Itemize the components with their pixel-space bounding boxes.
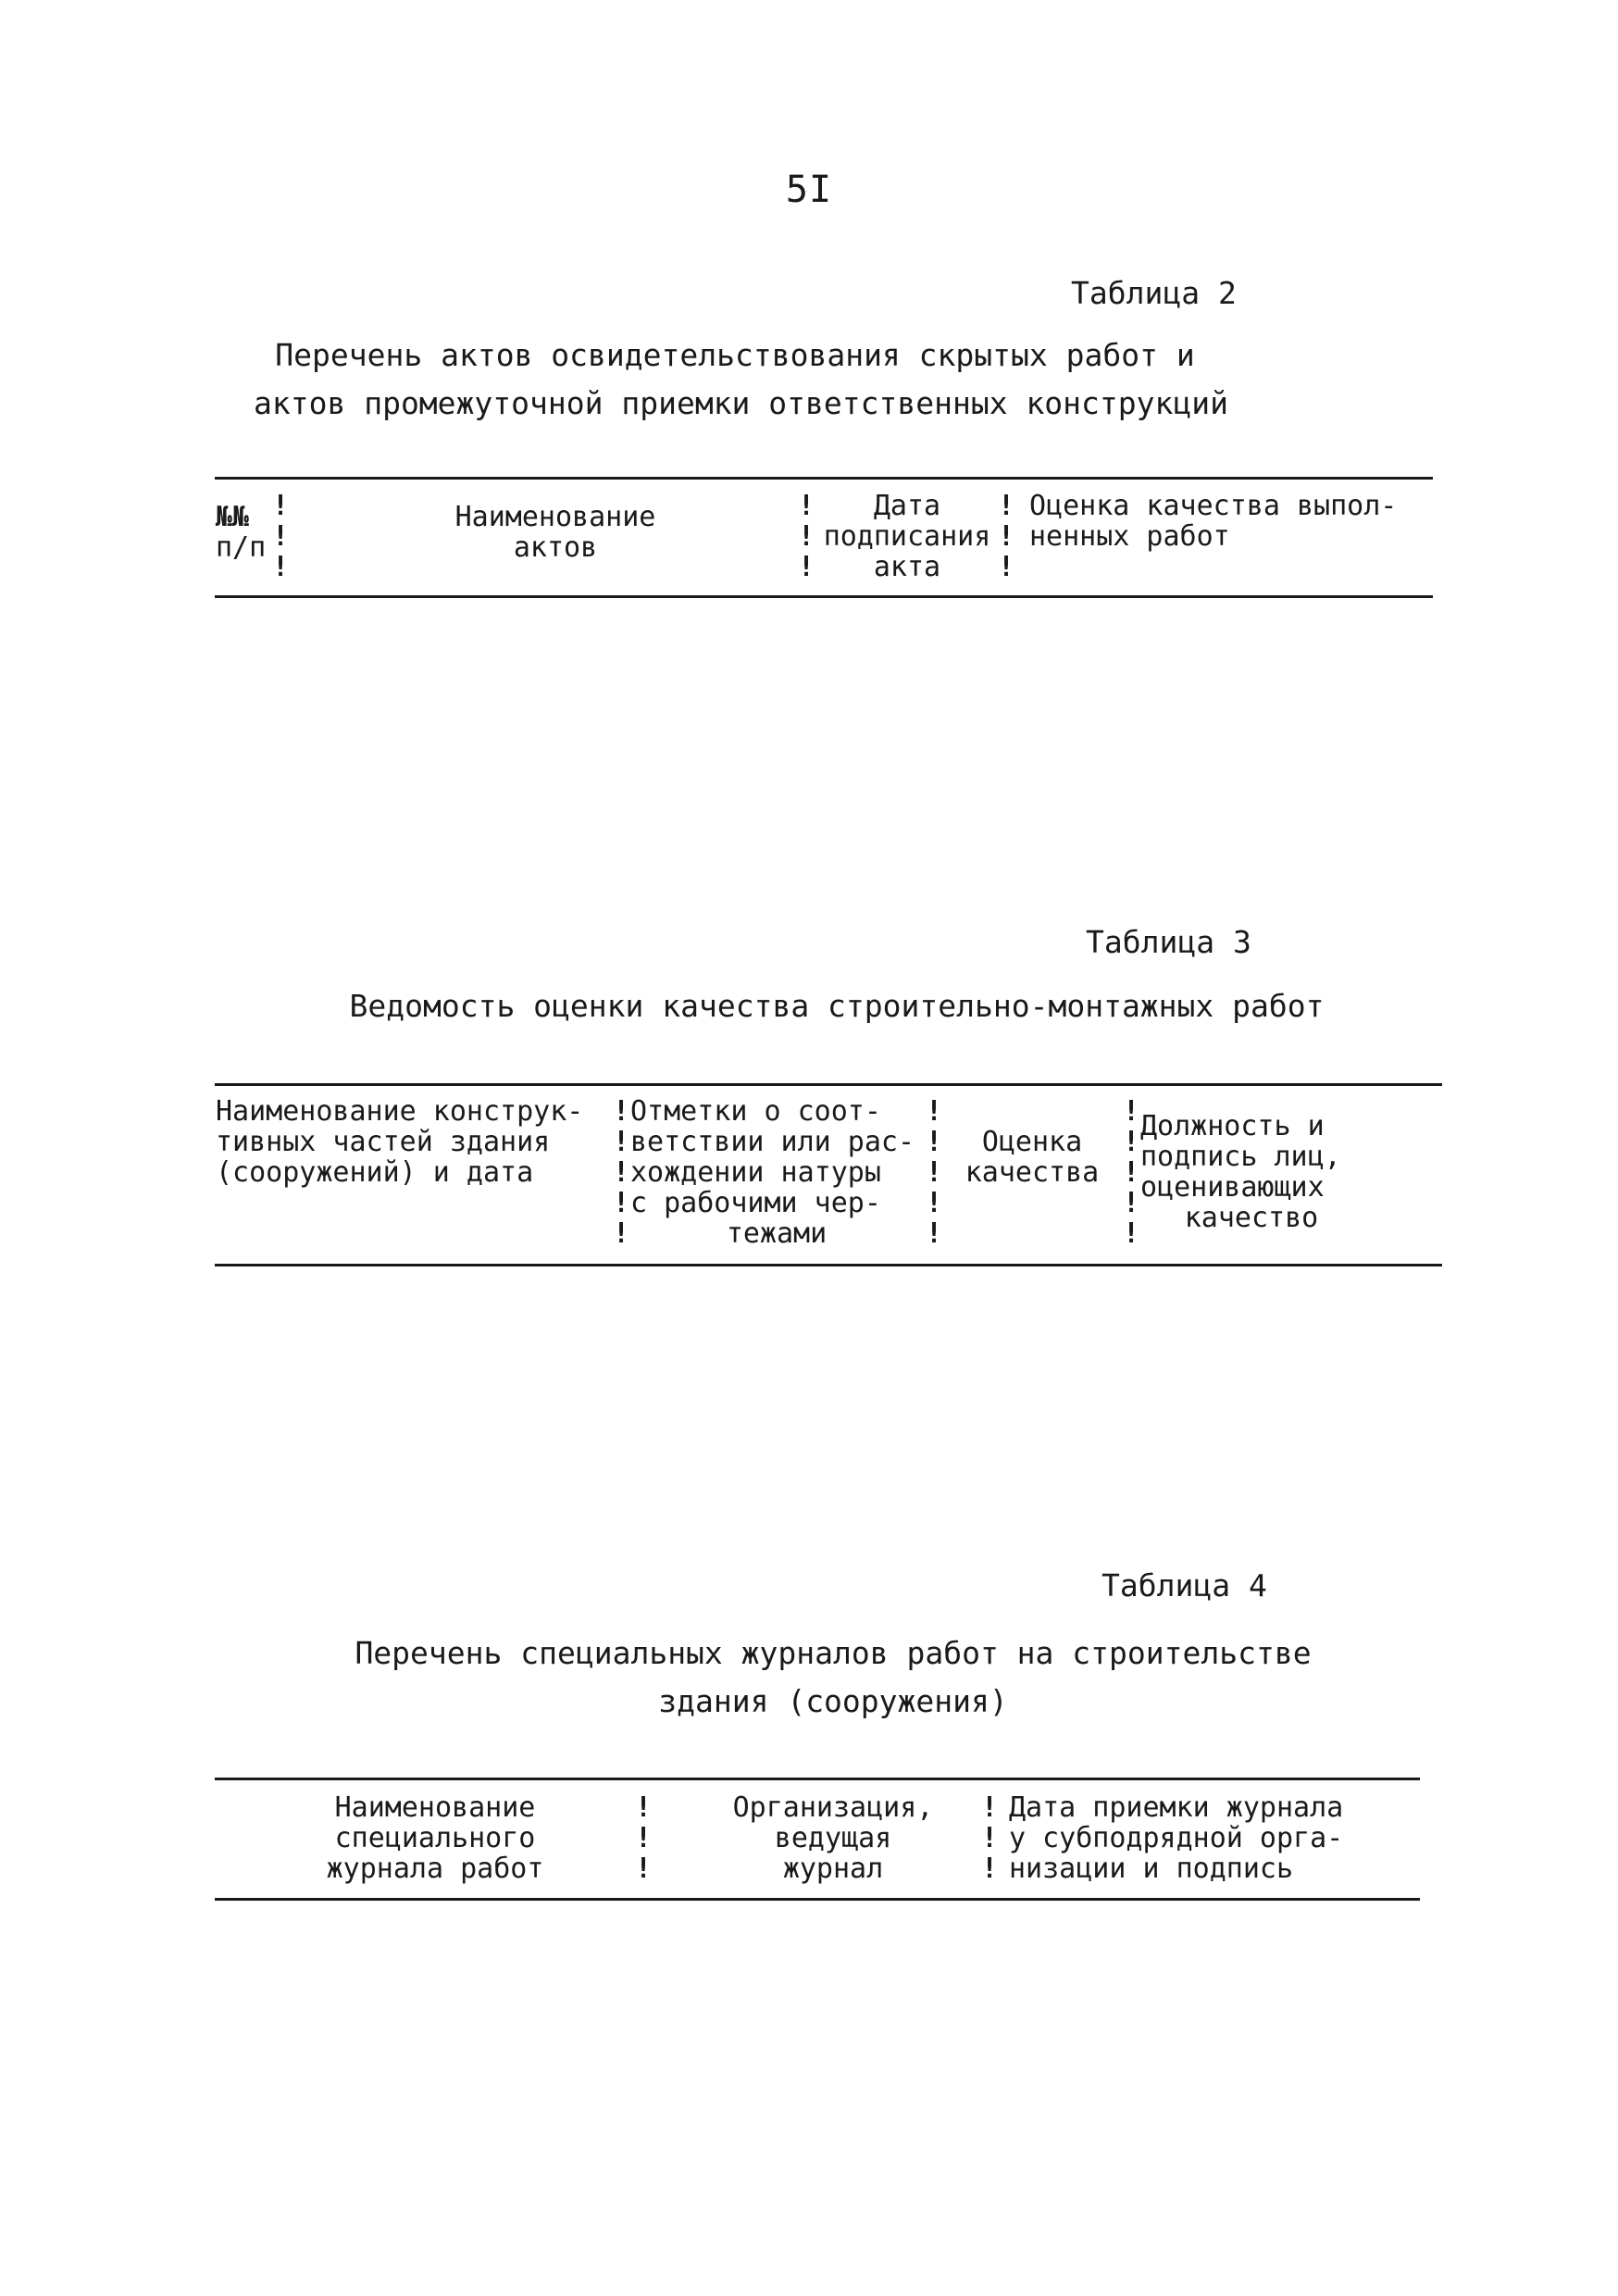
table2-col-date-line: Дата: [873, 490, 941, 522]
table3-title-line: Ведомость оценки качества строительно-монтажных работ: [349, 988, 1325, 1024]
table3-col-marks-line: тежами: [726, 1217, 828, 1250]
column-separator: ! ! !: [272, 490, 290, 583]
table3-col-persons-line: качество: [1184, 1202, 1319, 1234]
column-separator: ! ! !: [981, 1791, 999, 1885]
table3-title: [328, 982, 1346, 1030]
table2-col-date-line: акта: [873, 551, 941, 583]
table4-col-journal-line: специального: [334, 1822, 536, 1854]
table2-title-line: актов промежуточной приемки ответственных конструкций: [254, 385, 1228, 421]
table2-title: [254, 331, 1228, 428]
column-separator: ! ! ! ! !: [1123, 1095, 1140, 1250]
table2-top-rule: [215, 477, 1433, 480]
table2-bottom-rule: [215, 595, 1433, 598]
table3-col-marks-line: с рабочими чер-: [630, 1187, 881, 1219]
table2-col-quality-line: Оценка качества выпол-: [1029, 490, 1398, 522]
table4-title: [305, 1629, 1361, 1726]
table4-col-acceptance-line: низации и подпись: [1009, 1853, 1294, 1885]
column-separator: ! ! !: [998, 490, 1015, 583]
table4-title-line: Перечень специальных журналов работ на строительстве: [355, 1635, 1312, 1671]
table3-col-quality-line: качества: [965, 1156, 1100, 1189]
table3-col-marks-line: хождении натуры: [630, 1156, 881, 1189]
table3-col-persons-line: Должность и: [1140, 1110, 1325, 1142]
table4-title-line: здания (сооружения): [658, 1683, 1008, 1719]
table3-col-quality-line: Оценка: [981, 1126, 1083, 1158]
table2-title-line: Перечень актов освидетельствования скрытых работ и: [275, 337, 1195, 373]
table4-col-org-line: журнал: [782, 1853, 884, 1885]
table2-col-name-line: актов: [513, 531, 598, 564]
table2-col-quality-line: ненных работ: [1029, 520, 1230, 553]
column-separator: ! ! !: [635, 1791, 653, 1885]
table3-col-persons-line: оценивающих: [1140, 1171, 1325, 1204]
table4-col-acceptance-line: Дата приемки журнала: [1009, 1791, 1344, 1824]
column-separator: ! ! ! ! !: [613, 1095, 630, 1250]
table4-label: Таблица 4: [1101, 1567, 1267, 1603]
table4-bottom-rule: [215, 1898, 1420, 1901]
table4-top-rule: [215, 1778, 1420, 1780]
table4-col-journal-line: Наименование: [334, 1791, 536, 1824]
table3-label: Таблица 3: [1086, 924, 1251, 960]
table3-bottom-rule: [215, 1264, 1442, 1267]
table2-label: Таблица 2: [1071, 275, 1237, 311]
table3-col-marks-line: Отметки о соот-: [630, 1095, 881, 1128]
table2-col-num-line: №№: [216, 501, 250, 533]
column-separator: ! ! ! ! !: [926, 1095, 943, 1250]
column-separator: ! ! !: [798, 490, 815, 583]
table3-col-parts-line: тивных частей здания: [216, 1126, 551, 1158]
table2-col-date-line: подписания: [823, 520, 991, 553]
table3-top-rule: [215, 1083, 1442, 1086]
table3-col-parts-line: Наименование конструк-: [216, 1095, 584, 1128]
table3-col-marks-line: ветствии или рас-: [630, 1126, 915, 1158]
table4-col-org-line: Организация,: [732, 1791, 934, 1824]
table2-col-name-line: Наименование: [454, 501, 656, 533]
table4-col-acceptance-line: у субподрядной орга-: [1009, 1822, 1344, 1854]
table4-col-journal-line: журнала работ: [326, 1853, 544, 1885]
page-number: 5I: [785, 168, 833, 211]
table2-col-num-line: п/п: [216, 531, 267, 564]
table4-col-org-line: ведущая: [774, 1822, 892, 1854]
table3-col-parts-line: (сооружений) и дата: [216, 1156, 534, 1189]
table3-col-persons-line: подпись лиц,: [1140, 1141, 1341, 1173]
